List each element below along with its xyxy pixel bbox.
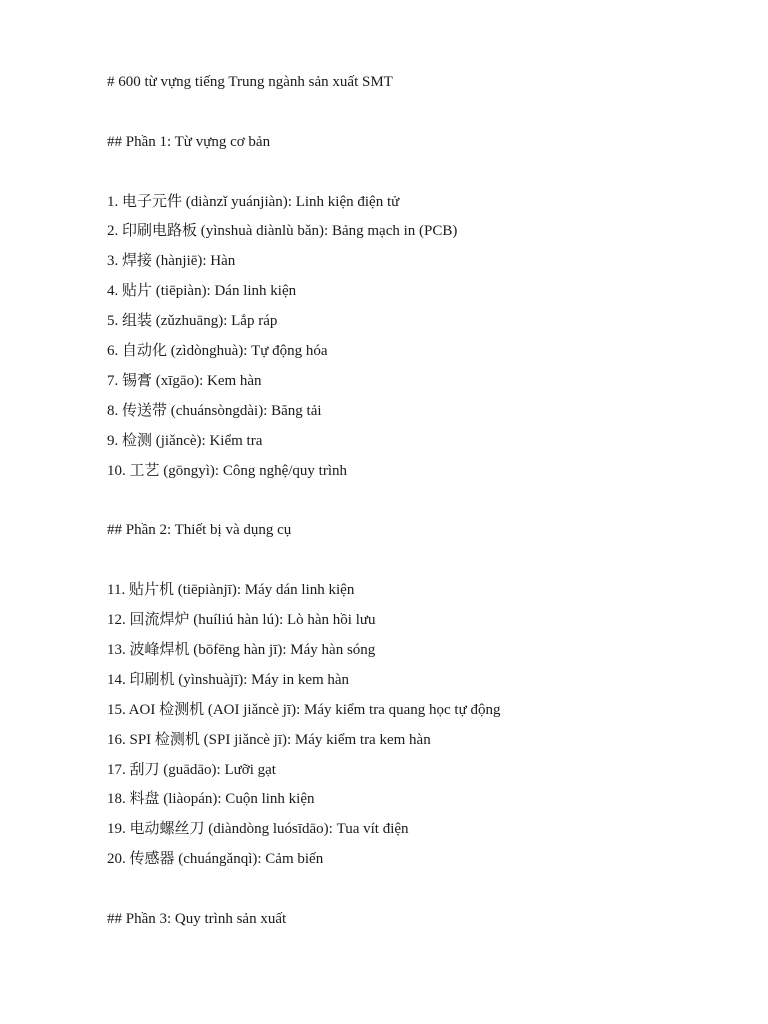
list-item: 8. 传送带 (chuánsòngdài): Băng tải bbox=[107, 402, 322, 419]
list-item: 16. SPI 检测机 (SPI jiǎncè jī): Máy kiểm tra kem hàn bbox=[107, 731, 431, 748]
section-2-heading: ## Phần 2: Thiết bị và dụng cụ bbox=[107, 522, 292, 539]
list-item: 10. 工艺 (gōngyì): Công nghệ/quy trình bbox=[107, 462, 347, 479]
section-1-list bbox=[107, 192, 728, 481]
list-item: 2. 印刷电路板 (yìnshuà diànlù bǎn): Bảng mạch in (PCB) bbox=[107, 223, 458, 240]
list-item: 3. 焊接 (hànjiē): Hàn bbox=[107, 253, 236, 270]
section-2-list bbox=[107, 580, 728, 869]
list-item: 19. 电动螺丝刀 (diàndòng luósīdāo): Tua vít điện bbox=[107, 821, 409, 838]
list-item: 7. 锡膏 (xīgāo): Kem hàn bbox=[107, 372, 262, 389]
list-item: 5. 组装 (zǔzhuāng): Lắp ráp bbox=[107, 313, 278, 330]
list-item: 1. 电子元件 (diànzǐ yuánjiàn): Linh kiện điện tử bbox=[107, 193, 400, 210]
list-item: 6. 自动化 (zìdònghuà): Tự động hóa bbox=[107, 343, 328, 360]
list-item: 12. 回流焊炉 (huíliú hàn lú): Lò hàn hồi lưu bbox=[107, 612, 376, 629]
list-item: 20. 传感器 (chuángǎnqì): Cảm biến bbox=[107, 851, 324, 868]
section-1-heading: ## Phần 1: Từ vựng cơ bản bbox=[107, 133, 271, 150]
document-title: # 600 từ vựng tiếng Trung ngành sản xuất SMT bbox=[107, 74, 393, 90]
list-item: 15. AOI 检测机 (AOI jiǎncè jī): Máy kiểm tra quang học tự động bbox=[107, 701, 501, 718]
list-item: 11. 贴片机 (tiēpiànjī): Máy dán linh kiện bbox=[107, 582, 355, 599]
list-item: 13. 波峰焊机 (bōfēng hàn jī): Máy hàn sóng bbox=[107, 641, 376, 658]
list-item: 17. 刮刀 (guādāo): Lưỡi gạt bbox=[107, 761, 276, 778]
list-item: 18. 料盘 (liàopán): Cuộn linh kiện bbox=[107, 791, 315, 808]
list-item: 4. 贴片 (tiēpiàn): Dán linh kiện bbox=[107, 283, 297, 300]
list-item: 9. 检测 (jiǎncè): Kiểm tra bbox=[107, 432, 263, 449]
section-3-heading: ## Phần 3: Quy trình sản xuất bbox=[107, 911, 287, 928]
document-page bbox=[107, 72, 728, 929]
list-item: 14. 印刷机 (yìnshuàjī): Máy in kem hàn bbox=[107, 671, 350, 688]
